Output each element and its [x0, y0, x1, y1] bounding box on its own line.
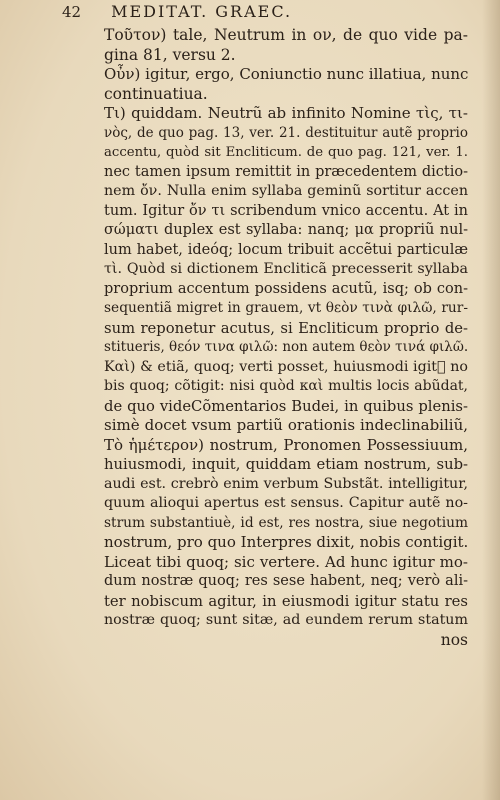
page-header	[62, 2, 442, 24]
text-line: Τοῦτον) tale, Neutrum in ον, de quo vide pa-	[104, 26, 468, 44]
text-line: strum substantiuè, id est, res nostra, siue negotium	[104, 514, 468, 531]
text-line: huiusmodi, inquit, quiddam etiam nostrum, sub-	[104, 456, 468, 473]
text-line: ter nobiscum agitur, in eiusmodi igitur statu res	[104, 592, 468, 610]
text-line: nostræ quoq; sunt sitæ, ad eundem rerum statum	[104, 612, 468, 628]
text-line: nec tamen ipsum remittit in præcedentem dictio-	[104, 163, 468, 180]
running-title: MEDITAT. GRAEC.	[111, 2, 293, 21]
text-line: quum alioqui apertus est sensus. Capitur autẽ no-	[104, 495, 468, 511]
text-line: sequentiã migret in grauem, vt θεὸν τινὰ φιλῶ, rur-	[104, 300, 468, 316]
text-line: gina 81, versu 2.	[104, 45, 236, 64]
text-line: de quo videCõmentarios Budei, in quibus plenis-	[104, 397, 468, 415]
page-number: 42	[62, 3, 82, 21]
page-edge-shadow	[482, 0, 500, 800]
catchword: nos	[440, 630, 468, 649]
text-line: lum habet, ideóq; locum tribuit accẽtui particulæ	[104, 241, 468, 258]
text-line: Τι) quiddam. Neutrũ ab infinito Nomine τὶς, τι-	[104, 104, 468, 122]
text-line: audi est. crebrò enim verbum Substãt. intelligitur,	[104, 475, 468, 492]
text-line: Οὖν) igitur, ergo, Coniunctio nunc illatiua, nunc	[104, 65, 469, 83]
text-line: σώματι duplex est syllaba: nanq; μα propriũ nul-	[104, 222, 468, 238]
text-line: sum reponetur acutus, si Encliticum proprio de-	[104, 319, 468, 337]
text-line: νὸς, de quo pag. 13, ver. 21. destituitur autẽ proprio	[104, 124, 468, 141]
text-line: τὶ. Quòd si dictionem Encliticã precesserit syllaba	[104, 261, 468, 277]
text-line: nostrum, pro quo Interpres dixit, nobis contigit.	[104, 533, 469, 551]
text-line: Τὸ ἡμέτερον) nostrum, Pronomen Possessiuum,	[104, 435, 468, 454]
text-line: bis quoq; cõtigit: nisi quòd καὶ multis locis abũdat,	[104, 378, 468, 394]
text-line: proprium accentum possidens acutũ, isq; ob con-	[104, 280, 468, 297]
text-line: simè docet vsum partiũ orationis indeclinabiliũ,	[104, 416, 468, 434]
text-line: stitueris, θεόν τινα φιλῶ: non autem θεὸν τινά φιλῶ.	[104, 339, 469, 355]
text-line: Liceat tibi quoq; sic vertere. Ad hunc igitur mo-	[104, 552, 468, 571]
text-line: tum. Igitur ὄν τι scribendum vnico accentu. At in	[104, 202, 468, 219]
text-line: accentu, quòd sit Encliticum. de quo pag. 121, ver. 1.	[104, 145, 468, 160]
body-text	[104, 26, 468, 650]
text-line: continuatiua.	[104, 84, 208, 103]
text-line: dum nostræ quoq; res sese habent, neq; verò ali-	[104, 573, 468, 589]
text-line: nem ὄν. Nulla enim syllaba geminũ sortitur accen	[104, 183, 468, 199]
text-line: Καὶ) & etiã, quoq; verti posset, huiusmodi igit᷑ no	[104, 358, 468, 375]
